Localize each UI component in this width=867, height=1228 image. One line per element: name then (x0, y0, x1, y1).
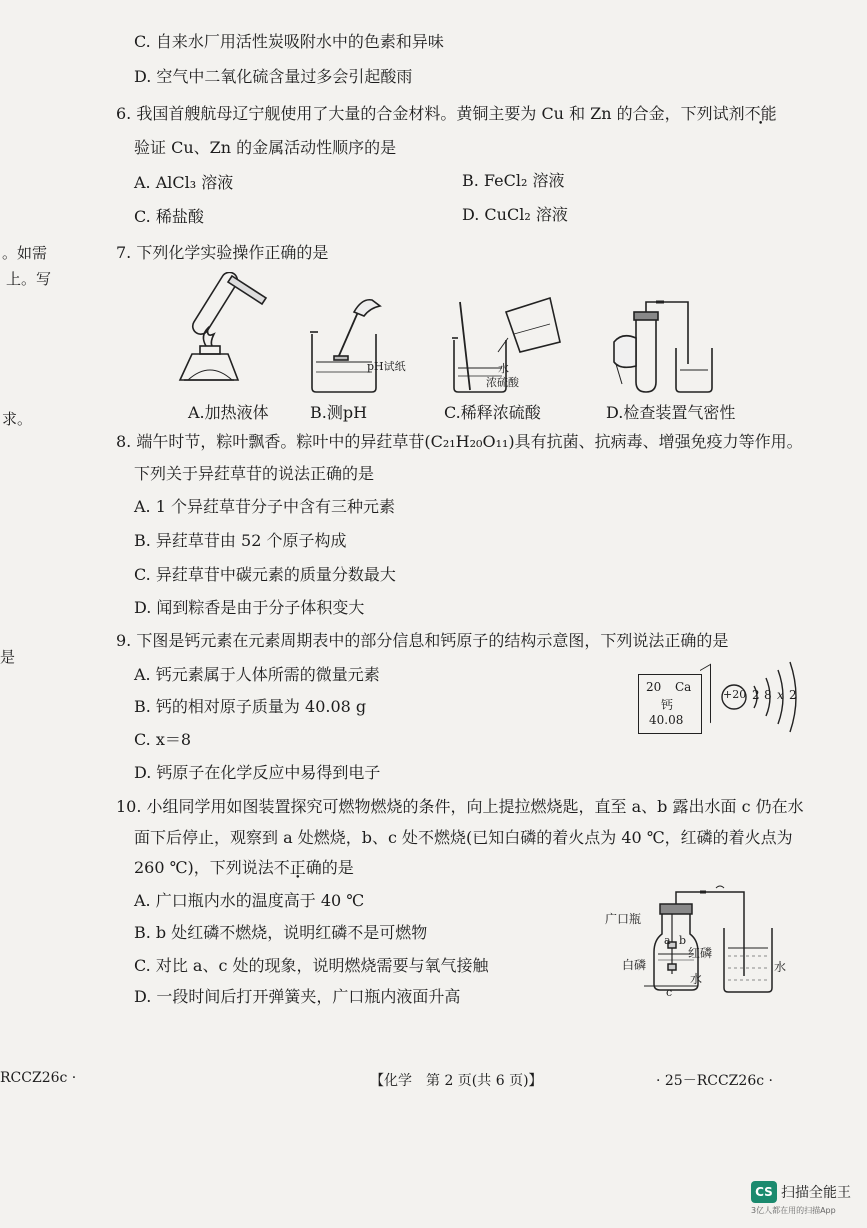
element-symbol: Ca (675, 680, 692, 694)
q7-caption-a: A.加热液体 (188, 403, 269, 422)
q10-option-d: D. 一段时间后打开弹簧夹，广口瓶内液面升高 (134, 987, 461, 1006)
q7-caption-b: B.测pH (310, 403, 368, 422)
q10-option-b: B. b 处红磷不燃烧，说明红磷不是可燃物 (134, 923, 428, 942)
q10-option-c: C. 对比 a、c 处的现象，说明燃烧需要与氧气接触 (134, 956, 489, 975)
white-phosphorus-label: 白磷 (622, 958, 647, 972)
margin-fragment: 求。 (2, 410, 33, 428)
red-phosphorus-label: 红磷 (688, 946, 713, 960)
periodic-cell (638, 674, 702, 734)
shell-3: x (777, 688, 784, 702)
periodic-cell-depth (700, 664, 711, 729)
q9-option-d: D. 钙原子在化学反应中易得到电子 (134, 763, 381, 782)
atomic-mass: 40.08 (649, 713, 684, 727)
q6-stem: 6. 我国首艘航母辽宁舰使用了大量的合金材料。黄铜主要为 Cu 和 Zn 的合金，下列试剂不能 (116, 104, 777, 123)
q8-option-d: D. 闻到粽香是由于分子体积变大 (134, 598, 365, 617)
water-label: 水 (498, 362, 509, 375)
footer-page-info: 【化学 第 2 页(共 6 页)】 (370, 1073, 543, 1089)
q6-emphasis: 不能 (744, 104, 777, 123)
q9-option-c: C. x＝8 (134, 730, 192, 749)
q5-option-d: D. 空气中二氧化硫含量过多会引起酸雨 (134, 67, 413, 86)
shell-1: 2 (752, 688, 760, 702)
scanner-watermark (751, 1181, 851, 1216)
shell-2: 8 (764, 688, 772, 702)
beaker-water-label: 水 (774, 960, 787, 974)
q8-option-a: A. 1 个异荭草苷分子中含有三种元素 (134, 497, 395, 516)
q8-stem-cont: 下列关于异荭草苷的说法正确的是 (134, 464, 375, 483)
q10-stem-3: 260 ℃)，下列说法不正确的是 (134, 858, 354, 877)
q10-stem-1: 10. 小组同学用如图装置探究可燃物燃烧的条件，向上提拉燃烧匙，直至 a、b 露出水面 c 仍在水 (116, 797, 804, 816)
q10-option-a: A. 广口瓶内水的温度高于 40 ℃ (134, 891, 365, 910)
acid-label: 浓硫酸 (486, 376, 519, 389)
q9-option-b: B. 钙的相对原子质量为 40.08 g (134, 697, 367, 716)
margin-fragment: 上。写 (6, 270, 52, 288)
bottle-label: 广口瓶 (605, 912, 642, 926)
q8-stem: 8. 端午时节，粽叶飘香。粽叶中的异荭草苷(C₂₁H₂₀O₁₁)具有抗菌、抗病毒、增强免疫力等作用。 (116, 432, 803, 451)
q6-option-c: C. 稀盐酸 (134, 207, 204, 226)
bottle-water-label: 水 (690, 972, 703, 986)
q10-stem-2: 面下后停止，观察到 a 处燃烧，b、c 处不燃烧(已知白磷的着火点为 40 ℃，红磷的着火点为 (134, 828, 793, 847)
footer-left-code: RCCZ26c · (0, 1070, 77, 1086)
nucleus-charge: +20 (723, 688, 747, 701)
scanner-logo-icon: CS (751, 1181, 777, 1203)
ph-paper-label: pH试纸 (367, 360, 406, 373)
point-a-label: a (664, 934, 671, 947)
margin-fragment: 是 (0, 648, 16, 666)
ph-test-figure (310, 300, 380, 392)
combustion-apparatus (640, 884, 780, 1000)
q9-stem: 9. 下图是钙元素在元素周期表中的部分信息和钙原子的结构示意图，下列说法正确的是 (116, 631, 729, 650)
q6-option-b: B. FeCl₂ 溶液 (462, 171, 565, 190)
q6-option-d: D. CuCl₂ 溶液 (462, 205, 568, 224)
shell-4: 2 (789, 688, 797, 702)
q7-figures (170, 272, 770, 400)
airtight-check-figure (614, 302, 712, 392)
element-name: 钙 (661, 698, 674, 712)
q8-option-b: B. 异荭草苷由 52 个原子构成 (134, 531, 347, 550)
q7-stem: 7. 下列化学实验操作正确的是 (116, 243, 329, 262)
q9-option-a: A. 钙元素属于人体所需的微量元素 (134, 665, 380, 684)
q6-stem-cont: 验证 Cu、Zn 的金属活动性顺序的是 (134, 138, 397, 157)
q5-option-c: C. 自来水厂用活性炭吸附水中的色素和异味 (134, 32, 444, 51)
q6-option-a: A. AlCl₃ 溶液 (134, 173, 234, 192)
point-b-label: b (679, 934, 687, 947)
footer-right-code: · 25－RCCZ26c · (656, 1073, 773, 1089)
point-c-label: c (666, 986, 673, 999)
q7-caption-d: D.检查装置气密性 (606, 403, 736, 422)
scanner-app-name: 扫描全能王 (781, 1185, 851, 1201)
q8-option-c: C. 异荭草苷中碳元素的质量分数最大 (134, 565, 396, 584)
scanner-tagline: 3亿人都在用的扫描App (751, 1206, 836, 1215)
q10-emphasis: 不正确 (273, 858, 322, 877)
margin-fragment: 。如需 (2, 244, 48, 262)
q7-caption-c: C.稀释浓硫酸 (444, 403, 541, 422)
alcohol-lamp-figure (180, 272, 266, 380)
atomic-number: 20 (646, 680, 662, 694)
